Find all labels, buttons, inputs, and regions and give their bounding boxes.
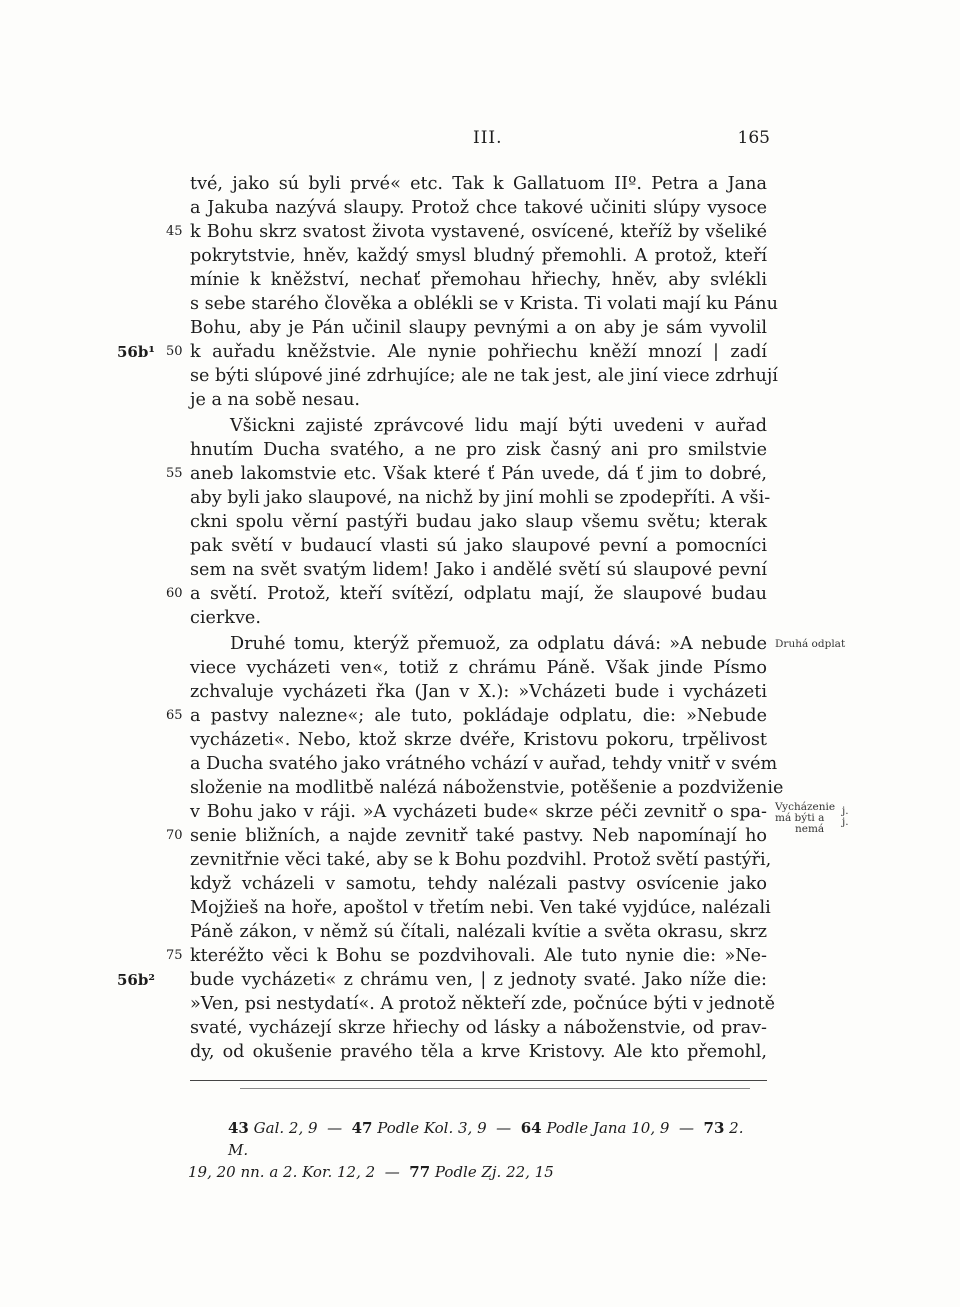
text-line: a světí. Protož, kteří svítězí, odplatu mají, že slaupové budau [190, 584, 767, 604]
line-number: 50 [166, 344, 183, 359]
text-line: v Bohu jako v ráji. »A vycházeti bude« skrze péči zevnitř o spa- [190, 802, 767, 822]
text-line: bude vycházeti« z chrámu ven, | z jednoty svaté. Jako níže die: [190, 970, 767, 990]
text-line: se býti slúpové jiné zdrhujíce; ale ne tak jest, ale jiní viece zdrhují [190, 366, 778, 386]
text-line: Páně zákon, v němž sú čítali, nalézali kvítie a světa okrasu, skrz [190, 922, 767, 942]
text-line: kteréžto věci k Bohu se pozdvihovali. Ale tuto nynie die: »Ne- [190, 946, 767, 966]
text-line: pokrytstvie, hněv, každý smysl bludný přemohli. A protož, kteří [190, 246, 767, 266]
text-line: svaté, vycházejí skrze hřiechy od lásky a náboženstvie, od prav- [190, 1018, 767, 1038]
text-line: sem na svět svatým lidem! Jako i andělé světí sú slaupové pevní [190, 560, 767, 580]
text-line: pak světí v budaucí vlasti sú jako slaupové pevní a pomocníci [190, 536, 767, 556]
footnote-reference: Podle Kol. 3, 9 [377, 1119, 487, 1137]
line-number: 60 [166, 586, 183, 601]
footnote-number: 77 [409, 1163, 431, 1181]
text-line: aneb lakomstvie etc. Však které ť Pán uvede, dá ť jim to dobré, [190, 464, 767, 484]
text-line: vycházeti«. Nebo, ktož skrze dvéře, Kristovu pokoru, trpělivost [190, 730, 767, 750]
line-number: 75 [166, 948, 183, 963]
chapter-number: III. [473, 128, 503, 148]
footnote-reference: Podle Jana 10, 9 [546, 1119, 670, 1137]
margin-note: Druhá odplat [775, 638, 846, 650]
text-line: a Jakuba nazývá slaupy. Protož chce takové učiniti slúpy vysoce [190, 198, 767, 218]
footnote-number: 64 [520, 1119, 542, 1137]
text-line: ckni spolu věrní pastýři budau jako slaup všemu světu; kterak [190, 512, 767, 532]
text-line: senie bližních, a najde zevnitř také pastvy. Neb napomínají ho [190, 826, 767, 846]
footnote-line: 19, 20 nn. a 2. Kor. 12, 2 — 77 Podle Zj. 22, 15 [188, 1163, 554, 1181]
folio-mark: 56b² [117, 971, 155, 989]
margin-note [775, 802, 837, 835]
footnote-number: 73 [703, 1119, 725, 1137]
footnote-reference: Gal. 2, 9 [253, 1119, 318, 1137]
text-line: k auřadu kněžstvie. Ale nynie pohřiechu kněží mnozí | zadí [190, 342, 767, 362]
text-line: a pastvy nalezne«; ale tuto, pokládaje odplatu, die: »Nebude [190, 706, 767, 726]
text-line: Druhé tomu, kterýž přemuož, za odplatu dává: »A nebude [230, 634, 767, 654]
text-line: když vcházeli v samotu, tehdy nalézali pastvy osvícenie jako [190, 874, 767, 894]
footnote-rule [190, 1080, 767, 1081]
text-line: zchvaluje vycházeti řka (Jan v X.): »Vcházeti bude i vycházeti [190, 682, 767, 702]
text-line: je a na sobě nesau. [190, 390, 361, 410]
text-line: dy, od okušenie pravého těla a krve Kristovy. Ale kto přemohl, [190, 1042, 767, 1062]
margin-note-line: Vycházenie [775, 801, 836, 813]
text-line: Všickni zajisté zprávcové lidu mají býti uvedeni v auřad [230, 416, 767, 436]
footnote-reference: Podle Zj. 22, 15 [434, 1163, 554, 1181]
footnote-reference: 2. M. [228, 1119, 744, 1159]
text-line: s sebe starého člověka a oblékli se v Krista. Ti volati mají ku Pánu [190, 294, 778, 314]
text-line: a Ducha svatého jako vrátného vchází v auřad, tehdy vnitř v svém [190, 754, 778, 774]
footnote-line: 43 Gal. 2, 9 — 47 Podle Kol. 3, 9 — 64 Podle Jana 10, 9 — 73 2. M. [228, 1119, 744, 1159]
footnote-number: 47 [351, 1119, 373, 1137]
line-number: 70 [166, 828, 183, 843]
text-line: mínie k kněžství, nechať přemohau hřiechy, hněv, aby svlékli [190, 270, 767, 290]
footnote-reference: 19, 20 nn. a 2. Kor. 12, 2 [188, 1163, 376, 1181]
text-line: »Ven, psi nestydatí«. A protož někteří zde, počnúce býti v jednotě [190, 994, 775, 1014]
page-number: 165 [737, 128, 770, 148]
margin-note-line: má býti a [775, 812, 825, 824]
text-line: aby byli jako slaupové, na nichž by jiní mohli se zpodepříti. A vši- [190, 488, 771, 508]
line-number: 45 [166, 224, 183, 239]
line-number: 65 [166, 708, 183, 723]
text-line: tvé, jako sú byli prvé« etc. Tak k Gallatuom IIº. Petra a Jana [190, 174, 767, 194]
text-line: složenie na modlitbě nalézá náboženstvie, potěšenie a pozdviženie [190, 778, 784, 798]
text-line: Bohu, aby je Pán učinil slaupy pevnými a on aby je sám vyvolil [190, 318, 767, 338]
line-number: 55 [166, 466, 183, 481]
text-line: cierkve. [190, 608, 261, 628]
footnote-number: 43 [228, 1119, 249, 1137]
text-line: hnutím Ducha svatého, a ne pro zisk časný ani pro smilstvie [190, 440, 767, 460]
text-line: Mojžieš na hoře, apoštol v třetím nebi. Ven také vyjdúce, nalézali [190, 898, 771, 918]
running-head [190, 128, 770, 152]
footnotes [188, 1117, 768, 1183]
text-line: k Bohu skrz svatost života vystavené, osvícené, kteříž by všeliké [190, 222, 767, 242]
margin-note-side: j. j. [842, 805, 849, 828]
margin-note-line: nemá [795, 823, 825, 835]
text-line: zevnitřnie věci také, aby se k Bohu pozdvihl. Protož světí pastýři, [190, 850, 772, 870]
footnote-rule [240, 1088, 750, 1089]
folio-mark: 56b¹ [117, 343, 155, 361]
text-line: viece vycházeti ven«, totiž z chrámu Páně. Však jinde Písmo [190, 658, 767, 678]
